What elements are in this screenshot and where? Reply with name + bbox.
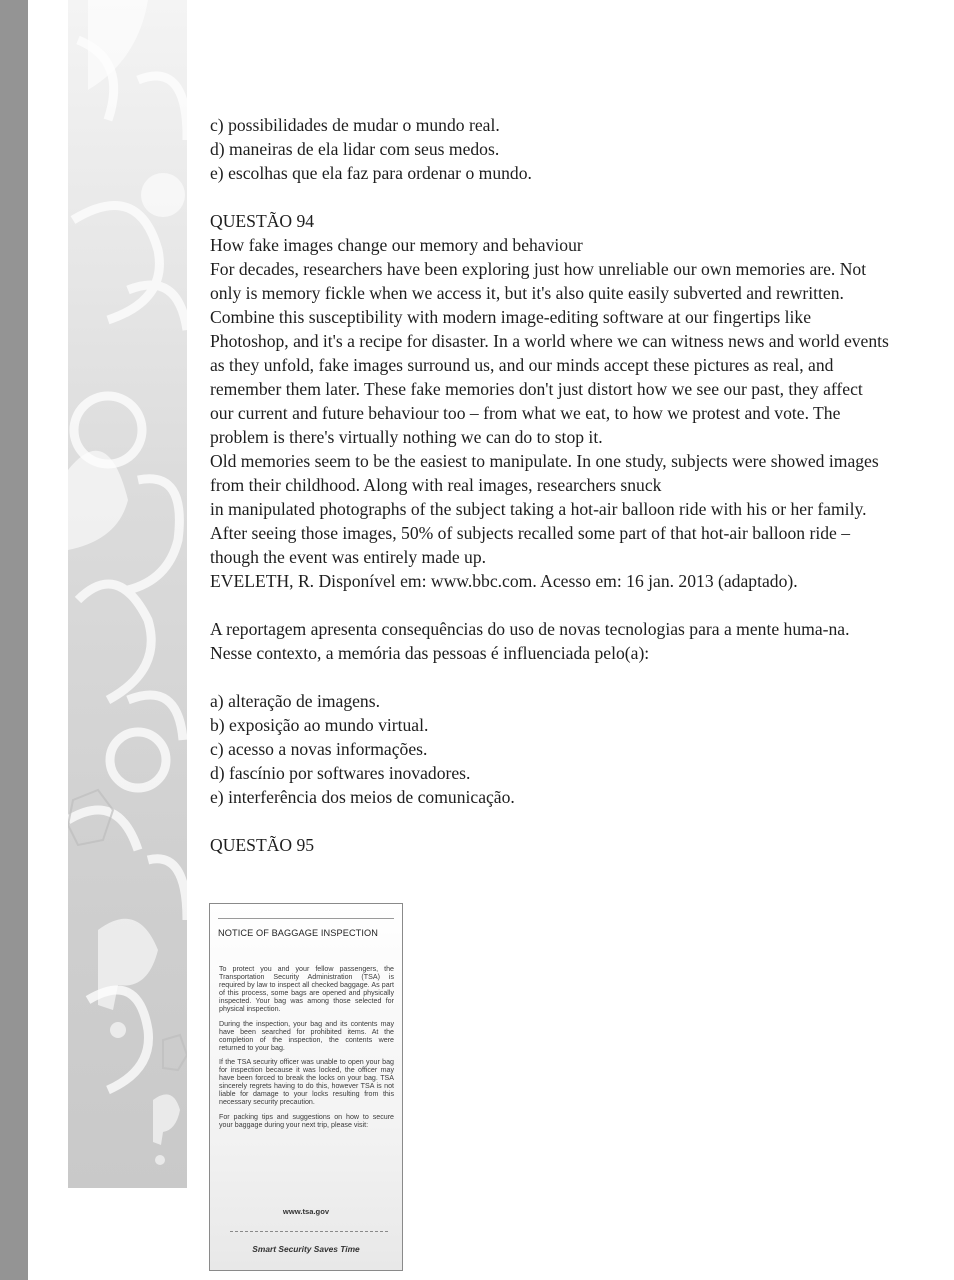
document-content (210, 113, 890, 857)
q93-option-d: d) maneiras de ela lidar com seus medos. (210, 139, 500, 159)
notice-url: www.tsa.gov (282, 1207, 330, 1216)
page-edge-bar (0, 0, 28, 1280)
notice-paragraph-3: If the TSA security officer was unable to open your bag for inspection because it was locked, the officer may have been forced to break the locks on your bag. TSA sincerely regrets having to do this, however TSA is not liable for damage to your locks resulting from this necessary security precaution. (219, 1057, 394, 1107)
q93-option-c: c) possibilidades de mudar o mundo real. (210, 115, 500, 135)
q94-paragraph-1: For decades, researchers have been exploring just how unreliable our own memories are. Not only is memory fickle when we access it, but it's also quite easily subverted and rewritten. Combine this susceptibility with modern image-editing software at our fingertips like Photoshop, and it's a recipe for disaster. In a world where we can witness news and world events as they unfold, fake images surround us, and our minds accept these pictures as real, and remember them later. These fake memories don't just distort how we see our past, they affect our current and future behaviour too – from what we eat, to how we protest and vote. The problem is there's virtually nothing we can do to stop it. (210, 259, 889, 447)
notice-paragraph-4: For packing tips and suggestions on how to secure your baggage during your next trip, please visit: (219, 1112, 394, 1129)
q94-option-b: b) exposição ao mundo virtual. (210, 715, 429, 735)
q94-paragraph-2b: in manipulated photographs of the subject taking a hot-air balloon ride with his or her family. After seeing those images, 50% of subjects recalled some part of that hot-air balloon ride – though the event was entirely made up. (210, 499, 867, 567)
q94-option-e: e) interferência dos meios de comunicação. (210, 787, 515, 807)
q94-option-a: a) alteração de imagens. (210, 691, 380, 711)
q94-source: EVELETH, R. Disponível em: www.bbc.com. Acesso em: 16 jan. 2013 (adaptado). (210, 571, 798, 591)
q94-article-title: How fake images change our memory and behaviour (210, 235, 583, 255)
q95-heading: QUESTÃO 95 (210, 835, 315, 855)
q94-option-d: d) fascínio por softwares inovadores. (210, 763, 471, 783)
notice-paragraph-1: To protect you and your fellow passengers, the Transportation Security Administration (TSA) is required by law to inspect all checked baggage. As part of this process, some bags are opened and physically inspected. Your bag was among those selected for physical inspection. (219, 965, 394, 1014)
notice-top-rule (218, 918, 394, 919)
q94-heading: QUESTÃO 94 (210, 211, 315, 231)
notice-paragraph-2: During the inspection, your bag and its contents may have been searched for prohibited items. At the completion of the inspection, the contents were returned to your bag. (219, 1019, 394, 1052)
q93-option-e: e) escolhas que ela faz para ordenar o mundo. (210, 163, 532, 183)
decorative-banner (68, 0, 187, 1188)
q94-prompt: A reportagem apresenta consequências do uso de novas tecnologias para a mente huma-na. Nesse contexto, a memória das pessoas é influenciada pelo(a): (210, 619, 850, 663)
notice-slogan: Smart Security Saves Time (252, 1244, 360, 1254)
notice-dashed-rule (230, 1231, 388, 1232)
question-mark-pattern-icon (68, 0, 187, 1188)
q94-paragraph-2a: Old memories seem to be the easiest to manipulate. In one study, subjects were showed images from their childhood. Along with real images, researchers snuck (210, 451, 879, 495)
notice-title: NOTICE OF BAGGAGE INSPECTION (218, 928, 379, 938)
q94-option-c: c) acesso a novas informações. (210, 739, 428, 759)
notice-body (219, 965, 394, 1135)
baggage-notice-image (209, 903, 403, 1271)
